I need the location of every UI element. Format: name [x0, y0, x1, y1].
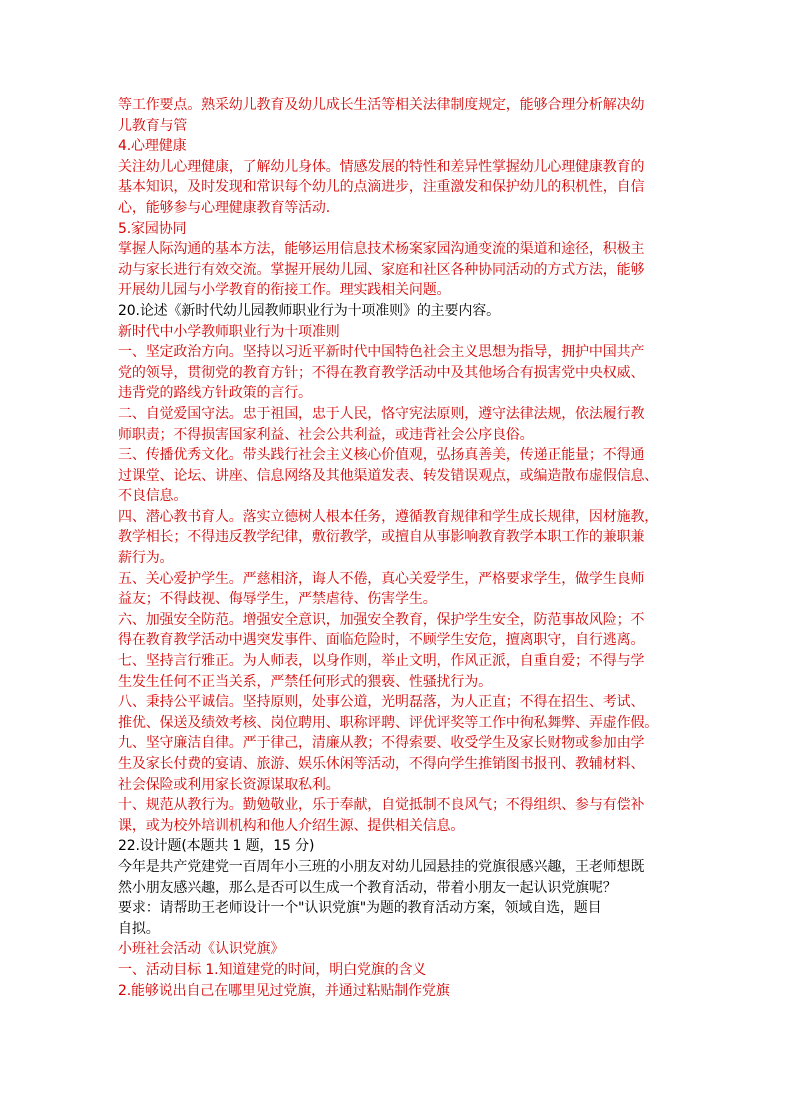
text-line: 掌握人际沟通的基本方法，能够运用信息技术杨案家园沟通变流的渠道和途径，积极主 [118, 241, 645, 258]
text-line: 然小朋友感兴趣，那么是否可以生成一个教育活动，带着小朋友一起认识党旗呢？ [118, 879, 617, 896]
text-line: 三、传播优秀文化。带头践行社会主义核心价值观，弘扬真善美，传递正能量；不得通 [118, 447, 645, 464]
text-line: 2.能够说出自己在哪里见过党旗，并通过粘贴制作党旗 [118, 982, 450, 999]
text-line: 二、自觉爱国守法。忠于祖国，忠于人民，恪守宪法原则，遵守法律法规，依法履行教 [118, 405, 645, 422]
text-line: 等工作要点。熟采幼儿教育及幼儿成长生活等相关法律制度规定，能够合理分析解决幼 [118, 97, 645, 113]
text-line: 心，能够参与心理健康教育等活动. [118, 199, 331, 216]
text-line: 党的领导，贯彻党的教育方针；不得在教育教学活动中及其他场合有损害党中央权威、 [118, 364, 645, 381]
text-line: 益友；不得歧视、侮辱学生，严禁虐待、伤害学生。 [118, 591, 437, 608]
text-line: 推优、保送及绩效考核、岗位聘用、职称评聘、评优评奖等工作中徇私舞弊、弄虚作假。 [118, 714, 659, 731]
text-line: 自拟。 [118, 920, 160, 937]
text-line: 基本知识，及时发现和常识每个幼儿的点滴进步，注重激发和保护幼儿的积机性，自信 [118, 179, 645, 196]
text-line: 八、秉持公平诚信。坚持原则，处事公道，光明磊落，为人正直；不得在招生、考试、 [118, 694, 645, 711]
text-line: 生及家长付费的宴请、旅游、娱乐休闲等活动，不得向学生推销图书报刊、教辅材料、 [118, 756, 645, 772]
text-line: 5.家园协同 [118, 220, 187, 237]
text-line: 违背党的路线方针政策的言行。 [118, 385, 312, 402]
text-line: 课，或为校外培训机构和他人介绍生源、提供相关信息。 [118, 817, 465, 834]
text-line: 新时代中小学教师职业行为十项准则 [118, 323, 340, 340]
text-line: 今年是共产党建党一百周年小三班的小朋友对幼儿园悬挂的党旗很感兴趣，王老师想既 [118, 858, 645, 875]
text-line: 十、规范从教行为。勤勉敬业，乐于奉献，自觉抵制不良风气；不得组织、参与有偿补 [118, 797, 645, 814]
text-line: 得在教育教学活动中遇突发事件、面临危险时，不顾学生安危，擅离职守，自行逃离。 [118, 632, 645, 649]
text-line: 七、坚持言行雅正。为人师表，以身作则，举止文明，作风正派，自重自爱；不得与学 [118, 653, 645, 670]
text-line: 小班社会活动《认识党旗》 [118, 941, 285, 958]
text-line: 要求：请帮助王老师设计一个"认识党旗"为题的教育活动方案，领域自选，题目 [118, 900, 602, 917]
text-line: 22.设计题(本题共 1 题，15 分) [118, 838, 315, 855]
text-line: 儿教育与管 [118, 117, 188, 134]
text-line: 一、坚定政治方向。坚持以习近平新时代中国特色社会主义思想为指导，拥护中国共产 [118, 344, 645, 361]
text-line: 20.论述《新时代幼儿园教师职业行为十项准则》的主要内容。 [118, 302, 500, 319]
text-line: 五、关心爱护学生。严慈相济，诲人不倦，真心关爱学生，严格要求学生，做学生良师 [118, 570, 645, 587]
text-line: 开展幼儿园与小学教育的衔接工作。理实践相关问题。 [118, 282, 451, 299]
document-page [118, 95, 678, 1001]
text-line: 不良信息。 [118, 488, 188, 505]
text-line: 一、活动目标 1.知道建党的时间，明白党旗的含义 [118, 961, 427, 978]
text-line: 动与家长进行有效交流。掌握开展幼儿园、家庭和社区各种协同活动的方式方法，能够 [118, 261, 645, 278]
text-line: 师职责；不得损害国家利益、社会公共利益，或违背社会公序良俗。 [118, 426, 534, 443]
text-line: 过课堂、论坛、讲座、信息网络及其他渠道发表、转发错误观点，或编造散布虚假信息、 [118, 467, 659, 484]
text-line: 社会保险或利用家长资源谋取私利。 [118, 776, 340, 793]
text-line: 四、潜心教书育人。落实立德树人根本任务，遵循教育规律和学生成长规律，因材施教， [118, 508, 659, 525]
text-line: 九、坚守廉洁自律。严于律己，清廉从教；不得索要、收受学生及家长财物或参加由学 [118, 735, 645, 752]
text-line: 生发生任何不正当关系，严禁任何形式的猥亵、性骚扰行为。 [118, 673, 492, 690]
text-line: 教学相长；不得违反教学纪律，敷衍教学，或擅自从事影响教育教学本职工作的兼职兼 [118, 529, 645, 546]
text-line: 薪行为。 [118, 550, 174, 567]
text-line: 六、加强安全防范。增强安全意识，加强安全教育，保护学生安全，防范事故风险；不 [118, 611, 645, 628]
text-line: 4.心理健康 [118, 138, 187, 155]
text-line: 关注幼儿心理健康，了解幼儿身体。情感发展的特性和差异性掌握幼儿心理健康教育的 [118, 158, 645, 175]
